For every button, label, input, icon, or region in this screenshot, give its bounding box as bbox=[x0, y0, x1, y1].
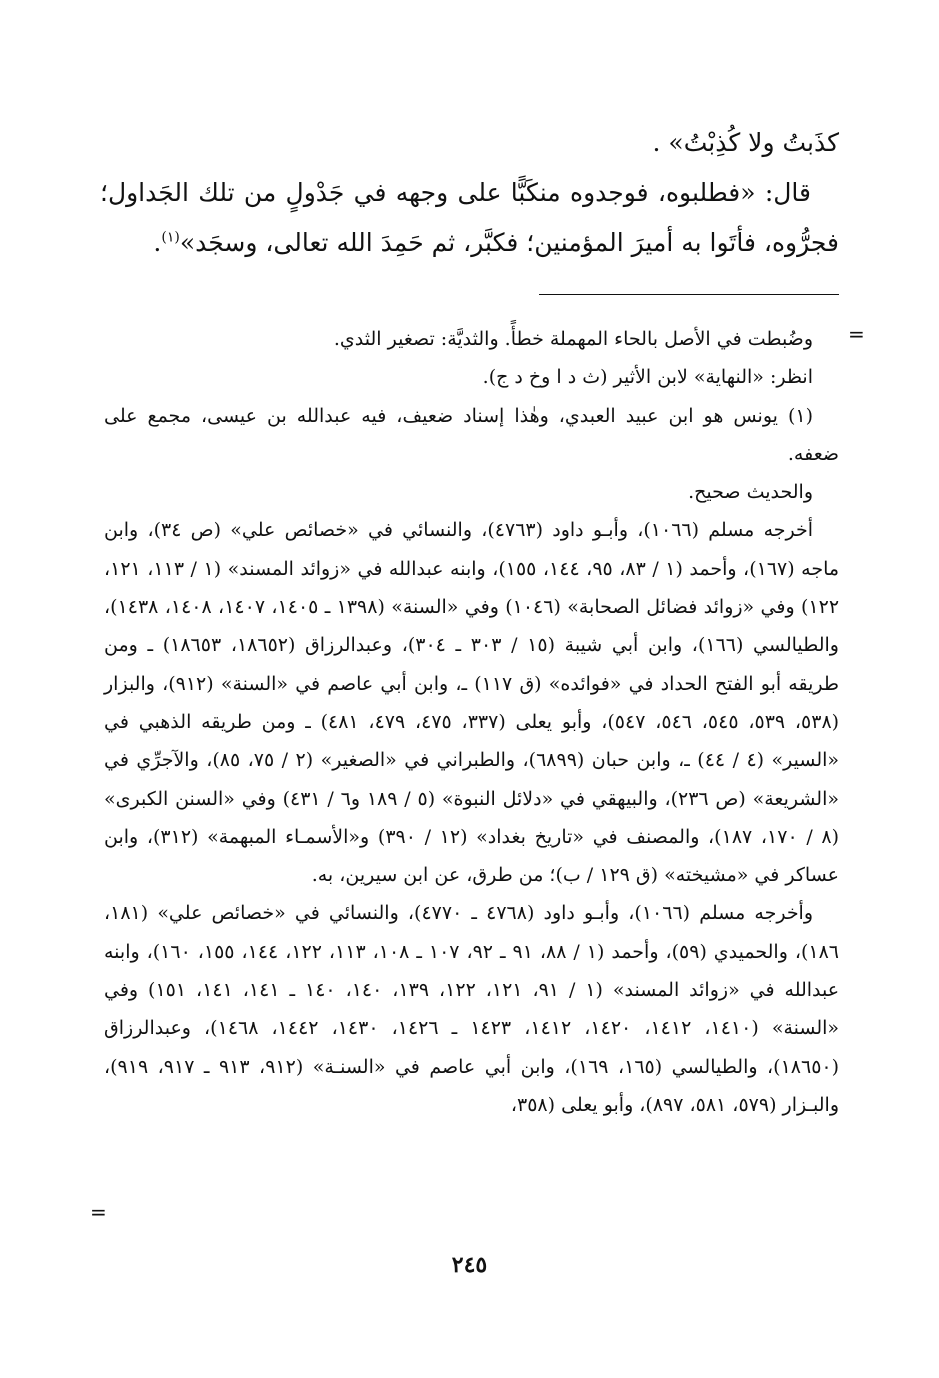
continuation-mark-top: = bbox=[848, 322, 865, 346]
footnotes bbox=[104, 320, 839, 1124]
footnote-carryover: وضُبطت في الأصل بالحاء المهملة خطأً. والثديَّة: تصغير الثدي. bbox=[333, 328, 813, 350]
hadith-status: والحديث صحيح. bbox=[688, 481, 813, 504]
footnote-see-also: انظر: «النهاية» لابن الأثير (ث د ا وخ د ج). bbox=[482, 366, 813, 389]
takhrij-paragraph-2: وأخرجه مسلم (١٠٦٦)، وأبـو داود (٤٧٦٨ ـ ٤٧٧٠)، والنسائي في «خصائص علي» (١٨١، ١٨٦)، والحميدي (٥٩)، وأحمد (١ / ٨٨، ٩١ ـ ٩٢، ١٠٧ ـ ١٠٨، ١١٣، ١٢٢، ١٤٤، ١٥٥، ١٦٠)، وابنه عبدالله في «زوائد المسند» (١ / ٩١، ١٢١، ١٢٢، ١٣٩، ١٤٠، ١٤٠ ـ ١٤١، ١٤١، ١٥١) وفي «السنة» (١٤١٠، ١٤١٢، ١٤٢٠، ١٤١٢، ١٤٢٣ ـ ١٤٢٦، ١٤٣٠، ١٤٤٢، ١٤٦٨)، وعبدالرزاق (١٨٦٥٠)، والطيالسي (١٦٥، ١٦٩)، وابن أبي عاصم في «السنـة» (٩١٢، ٩١٣ ـ ٩١٧، ٩١٩)، والبـزار (٥٧٩، ٥٨١، ٨٩٧)، وأبو يعلى (٣٥٨، bbox=[104, 902, 840, 1116]
page-number: ٢٤٥ bbox=[451, 1252, 488, 1278]
continuation-mark-bottom: = bbox=[90, 1200, 107, 1224]
main-paragraph: قال: «فطلبوه، فوجدوه منكَبًّا على وجهه في جَدْولٍ من تلك الجَداول؛ فجرُّوه، فأتَوا به أميرَ المؤمنين؛ فكبَّر، ثم حَمِدَ الله تعالى، وسجَد»$^{(١)}$. bbox=[100, 178, 839, 257]
main-text bbox=[100, 118, 839, 268]
footnote-1: (١) يونس هو ابن عبيد العبدي، وهٰذا إسناد ضعيف، فيه عبدالله بن عيسى، مجمع على ضعفه. bbox=[104, 404, 839, 465]
takhrij-paragraph-1: أخرجه مسلم (١٠٦٦)، وأبـو داود (٤٧٦٣)، والنسائي في «خصائص علي» (ص ٣٤)، وابن ماجه (١٦٧)، وأحمد (١ / ٨٣، ٩٥، ١٤٤، ١٥٥)، وابنه عبدالله في «زوائد المسند» (١ / ١١٣، ١٢١، ١٢٢) وفي «زوائد فضائل الصحابة» (١٠٤٦) وفي «السنة» (١٣٩٨ ـ ١٤٠٥، ١٤٠٧، ١٤٠٨، ١٤٣٨)، والطيالسي (١٦٦)، وابن أبي شيبة (١٥ / ٣٠٣ ـ ٣٠٤)، وعبدالرزاق (١٨٦٥٢، ١٨٦٥٣) ـ ومن طريقه أبو الفتح الحداد في «فوائده» (ق ١١٧) ـ، وابن أبي عاصم في «السنة» (٩١٢)، والبزار (٥٣٨، ٥٣٩، ٥٤٥، ٥٤٦، ٥٤٧)، وأبو يعلى (٣٣٧، ٤٧٥، ٤٧٩، ٤٨١) ـ ومن طريقه الذهبي في «السير» (٤ / ٤٤) ـ، وابن حبان (٦٨٩٩)، والطبراني في «الصغير» (٢ / ٧٥، ٨٥)، والآجرِّي في «الشريعة» (ص ٢٣٦)، والبيهقي في «دلائل النبوة» (٥ / ١٨٩ و٦ / ٤٣١) وفي «السنن الكبرى» (٨ / ١٧٠، ١٨٧)، والمصنف في «تاريخ بغداد» (١٢ / ٣٩٠) و«الأسمـاء المبهمة» (٣١٢)، وابن عساكر في «مشيخته» (ق ١٢٩ / ب)؛ من طرق، عن ابن سيرين، به. bbox=[104, 519, 840, 887]
footnote-separator bbox=[539, 294, 839, 295]
main-paragraph-text: قال: «فطلبوه، فوجدوه منكَبًّا على وجهه في جَدْولٍ من تلك الجَداول؛ فجرُّوه، فأتَوا به أميرَ المؤمنين؛ فكبَّر، ثم حَمِدَ الله تعالى، وسجَد» bbox=[100, 178, 839, 257]
main-line-1: كذَبتُ ولا كُذِبْتُ» . bbox=[652, 128, 839, 157]
footnote-reference: (١) bbox=[161, 229, 180, 246]
